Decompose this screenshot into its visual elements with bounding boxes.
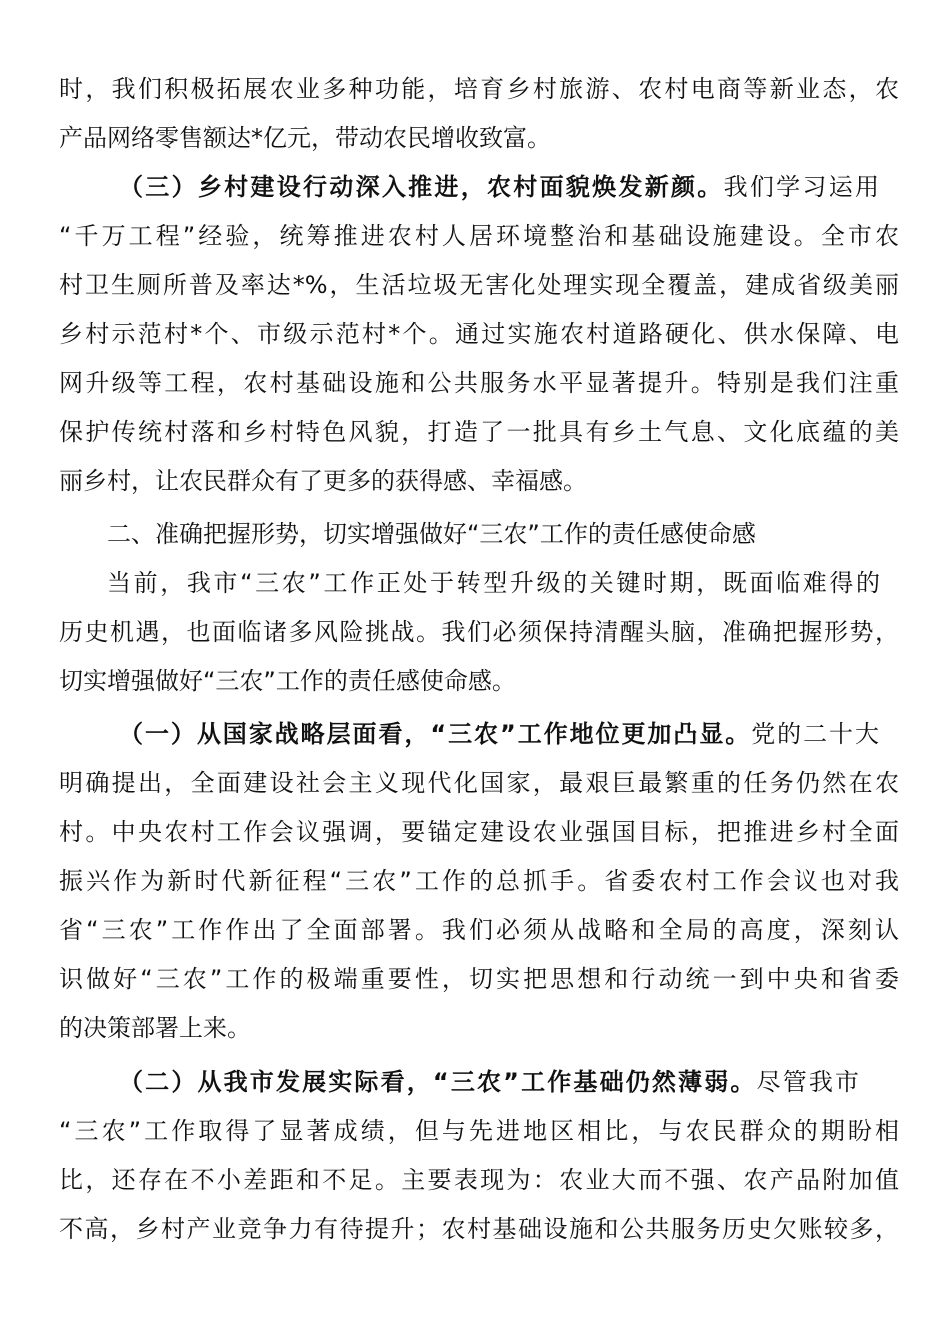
section-heading-line: （二）从我市发展实际看，“三农”工作基础仍然薄弱。尽管我市 <box>119 1068 859 1096</box>
bold-heading: （三）乡村建设行动深入推进，农村面貌焕发新颜。 <box>119 173 724 201</box>
text-line: 当前，我市“三农”工作正处于转型升级的关键时期，既面临难得的 <box>107 569 880 597</box>
text-line: 丽乡村，让农民群众有了更多的获得感、幸福感。 <box>59 467 587 495</box>
text-line: 时，我们积极拓展农业多种功能，培育乡村旅游、农村电商等新业态，农 <box>59 75 899 103</box>
text-line: 村卫生厕所普及率达*%，生活垃圾无害化处理实现全覆盖，建成省级美丽 <box>59 271 899 299</box>
text-line: 省“三农”工作作出了全面部署。我们必须从战略和全局的高度，深刻认 <box>59 916 899 944</box>
text-line: 产品网络零售额达*亿元，带动农民增收致富。 <box>59 124 551 152</box>
text-line: “三农”工作取得了显著成绩，但与先进地区相比，与农民群众的期盼相 <box>59 1117 899 1145</box>
text-line: 比，还存在不小差距和不足。主要表现为：农业大而不强、农产品附加值 <box>59 1166 899 1194</box>
text-line: 历史机遇，也面临诸多风险挑战。我们必须保持清醒头脑，准确把握形势， <box>59 618 899 646</box>
text-line: 的决策部署上来。 <box>59 1014 251 1042</box>
text-line: 保护传统村落和乡村特色风貌，打造了一批具有乡土气息、文化底蕴的美 <box>59 418 899 446</box>
bold-heading: （一）从国家战略层面看，“三农”工作地位更加凸显。 <box>119 720 752 748</box>
text-line: 不高，乡村产业竞争力有待提升；农村基础设施和公共服务历史欠账较多， <box>59 1215 899 1243</box>
text-line: “千万工程”经验，统筹推进农村人居环境整治和基础设施建设。全市农 <box>59 222 899 250</box>
section-heading-line: （一）从国家战略层面看，“三农”工作地位更加凸显。党的二十大 <box>119 720 879 748</box>
text-line: 振兴作为新时代新征程“三农”工作的总抓手。省委农村工作会议也对我 <box>59 867 899 895</box>
text-line: 切实增强做好“三农”工作的责任感使命感。 <box>59 667 516 695</box>
text-line: 识做好“三农”工作的极端重要性，切实把思想和行动统一到中央和省委 <box>59 965 899 993</box>
text-line: 乡村示范村*个、市级示范村*个。通过实施农村道路硬化、供水保障、电 <box>59 320 899 348</box>
text-line: 明确提出，全面建设社会主义现代化国家，最艰巨最繁重的任务仍然在农 <box>59 769 899 797</box>
text-line: 网升级等工程，农村基础设施和公共服务水平显著提升。特别是我们注重 <box>59 369 899 397</box>
chapter-heading: 二、准确把握形势，切实增强做好“三农”工作的责任感使命感 <box>107 520 756 548</box>
bold-heading: （二）从我市发展实际看，“三农”工作基础仍然薄弱。 <box>119 1068 757 1096</box>
section-heading-line: （三）乡村建设行动深入推进，农村面貌焕发新颜。我们学习运用 <box>119 173 879 201</box>
text-line: 村。中央农村工作会议强调，要锚定建设农业强国目标，把推进乡村全面 <box>59 818 899 846</box>
